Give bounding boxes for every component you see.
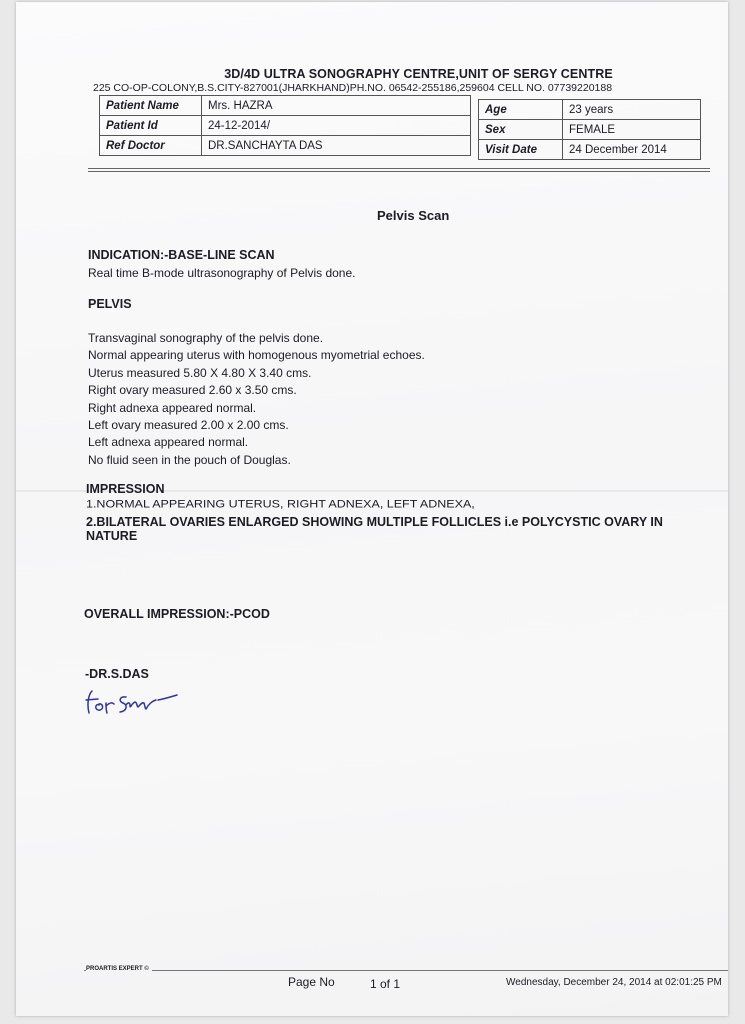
list-item: Left adnexa appeared normal. <box>88 435 249 450</box>
list-item: Uterus measured 5.80 X 4.80 X 3.40 cms. <box>88 365 312 380</box>
age-value: 23 years <box>563 100 701 120</box>
table-row <box>479 100 701 120</box>
centre-address: 225 CO-OP-COLONY,B.S.CITY-827001(JHARKHAND)PH.NO. 06542-255186,259604 CELL NO. 07739220188 <box>93 82 613 94</box>
sex-value: FEMALE <box>563 120 701 140</box>
pelvis-heading: PELVIS <box>88 297 132 311</box>
sex-label: Sex <box>479 120 563 140</box>
impression-line-1: 1.NORMAL APPEARING UTERUS, RIGHT ADNEXA, LEFT ADNEXA, <box>86 498 475 510</box>
indication-heading: INDICATION:-BASE-LINE SCAN <box>88 248 275 262</box>
age-label: Age <box>479 100 563 120</box>
centre-name: 3D/4D ULTRA SONOGRAPHY CENTRE,UNIT OF SERGY CENTRE <box>224 67 613 81</box>
visit-date-label: Visit Date <box>479 140 563 160</box>
page-label: Page No <box>288 975 335 989</box>
header-divider <box>88 171 710 172</box>
visit-date-value: 24 December 2014 <box>563 140 701 160</box>
printed-timestamp: Wednesday, December 24, 2014 at 02:01:25 PM <box>506 977 722 988</box>
header-divider <box>88 168 710 169</box>
patient-name-label: Patient Name <box>100 96 202 116</box>
software-brand: PROARTIS EXPERT © <box>86 966 152 972</box>
table-row <box>479 120 701 140</box>
table-row <box>100 96 471 116</box>
footer-divider <box>84 970 728 971</box>
overall-impression: OVERALL IMPRESSION:-PCOD <box>84 607 270 621</box>
report-title: Pelvis Scan <box>377 208 450 223</box>
list-item: Right adnexa appeared normal. <box>88 400 257 415</box>
table-row <box>479 140 701 160</box>
indication-text: Real time B-mode ultrasonography of Pelvis done. <box>88 266 356 280</box>
table-row <box>100 116 471 136</box>
page-number: 1 of 1 <box>370 977 401 991</box>
list-item: Left ovary measured 2.00 x 2.00 cms. <box>88 418 289 433</box>
patient-info-table <box>99 95 471 156</box>
list-item: Transvaginal sonography of the pelvis done. <box>88 331 324 345</box>
patient-id-value: 24-12-2014/ <box>202 116 471 136</box>
ref-doctor-label: Ref Doctor <box>100 136 202 156</box>
list-item: No fluid seen in the pouch of Douglas. <box>88 452 291 467</box>
patient-id-label: Patient Id <box>100 116 202 136</box>
list-item: Normal appearing uterus with homogenous myometrial echoes. <box>88 348 425 363</box>
table-row <box>100 136 471 156</box>
signatory-name: -DR.S.DAS <box>85 667 149 681</box>
list-item: Right ovary measured 2.60 x 3.50 cms. <box>88 383 297 398</box>
handwritten-signature <box>82 683 187 721</box>
patient-name-value: Mrs. HAZRA <box>202 96 471 116</box>
findings-list <box>88 330 425 469</box>
impression-line-2: 2.BILATERAL OVARIES ENLARGED SHOWING MULTIPLE FOLLICLES i.e POLYCYSTIC OVARY IN NATURE <box>86 515 663 543</box>
ref-doctor-value: DR.SANCHAYTA DAS <box>202 136 471 156</box>
impression-heading: IMPRESSION <box>86 482 165 496</box>
visit-info-table <box>478 99 701 160</box>
